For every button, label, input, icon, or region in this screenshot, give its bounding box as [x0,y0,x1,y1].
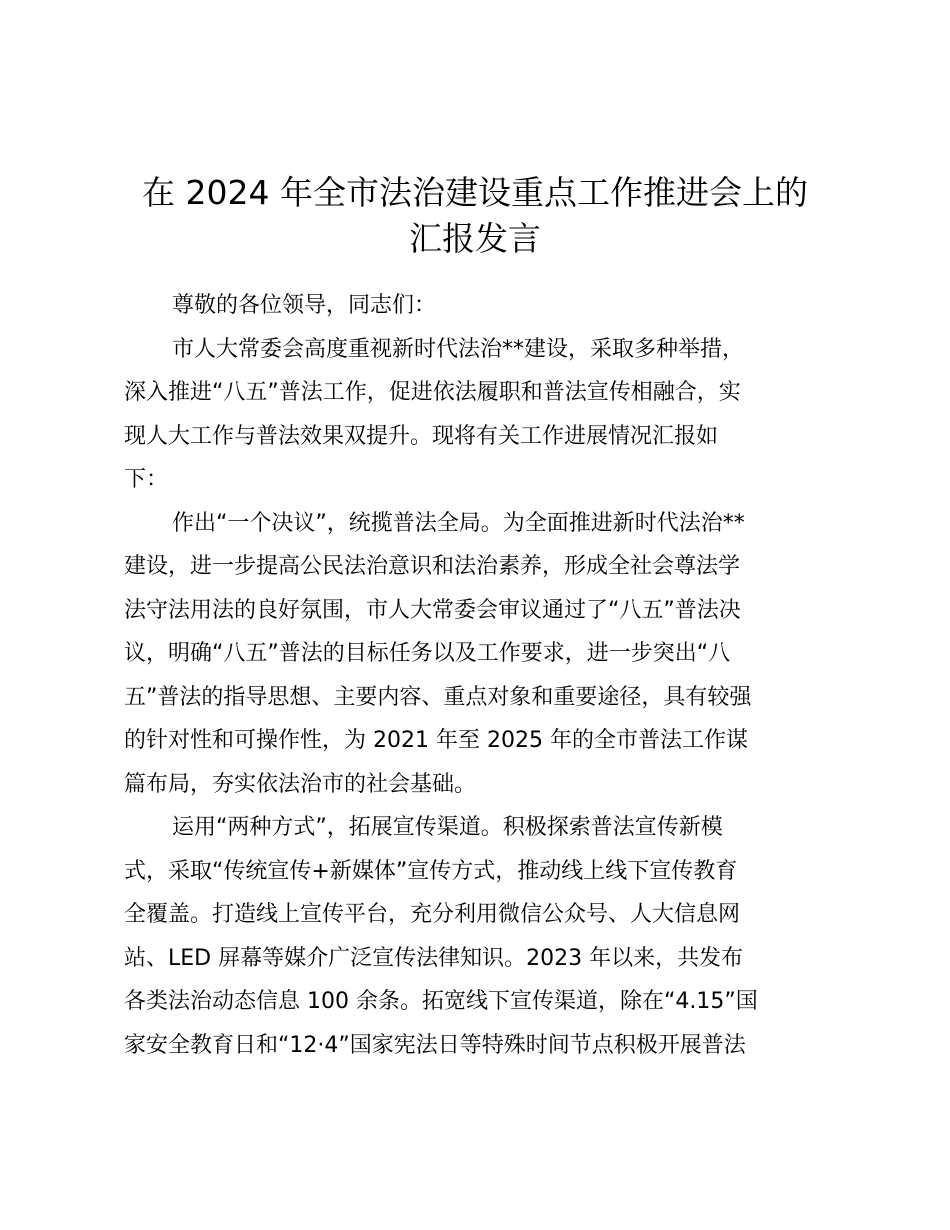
paragraph-line: 站、LED 屏幕等媒介广泛宣传法律知识。2023 年以来，共发布 [124,945,744,971]
paragraph-line: 现人大工作与普法效果双提升。现将有关工作进展情况汇报如 [124,423,719,449]
paragraph-line: 家安全教育日和“12·4”国家宪法日等特殊时间节点积极开展普法 [124,1032,746,1058]
paragraph-intro [124,328,834,502]
paragraph-line: 各类法治动态信息 100 余条。拓宽线下宣传渠道，除在“4.15”国 [124,989,758,1014]
paragraph-line: 下： [124,467,169,492]
paragraph-publicity [124,806,834,1067]
paragraph-line: 五”普法的指导思想、主要内容、重点对象和重要途径，具有较强 [124,684,752,710]
paragraph-resolution [124,502,834,807]
title-line-2: 汇报发言 [409,219,541,258]
paragraph-line: 运用“两种方式”，拓展宣传渠道。积极探索普法宣传新模 [172,815,723,840]
paragraph-salutation [124,284,834,328]
paragraph-line: 市人大常委会高度重视新时代法治**建设，采取多种举措， [172,336,745,362]
paragraph-line: 建设，进一步提高公民法治意识和法治素养，形成全社会尊法学 [124,554,741,579]
paragraph-line: 的针对性和可操作性，为 2021 年至 2025 年的全市普法工作谋 [124,728,748,753]
document-body [124,284,834,1067]
paragraph-line: 法守法用法的良好氛围，市人大常委会审议通过了“八五”普法决 [124,597,741,623]
paragraph-line: 篇布局，夯实依法治市的社会基础。 [124,771,477,797]
paragraph-line: 式，采取“传统宣传+新媒体”宣传方式，推动线上线下宣传教育 [124,858,738,884]
paragraph-line: 深入推进“八五”普法工作，促进依法履职和普法宣传相融合，实 [124,380,741,405]
paragraph-line: 作出“一个决议”，统揽普法全局。为全面推进新时代法治** [172,510,745,536]
document-title [110,170,840,262]
paragraph-line: 议，明确“八五”普法的目标任务以及工作要求，进一步突出“八 [124,641,731,666]
paragraph-line: 全覆盖。打造线上宣传平台，充分利用微信公众号、人大信息网 [124,902,741,927]
paragraph-line: 尊敬的各位领导，同志们： [172,293,437,318]
title-line-1: 在 2024 年全市法治建设重点工作推进会上的 [142,173,808,212]
